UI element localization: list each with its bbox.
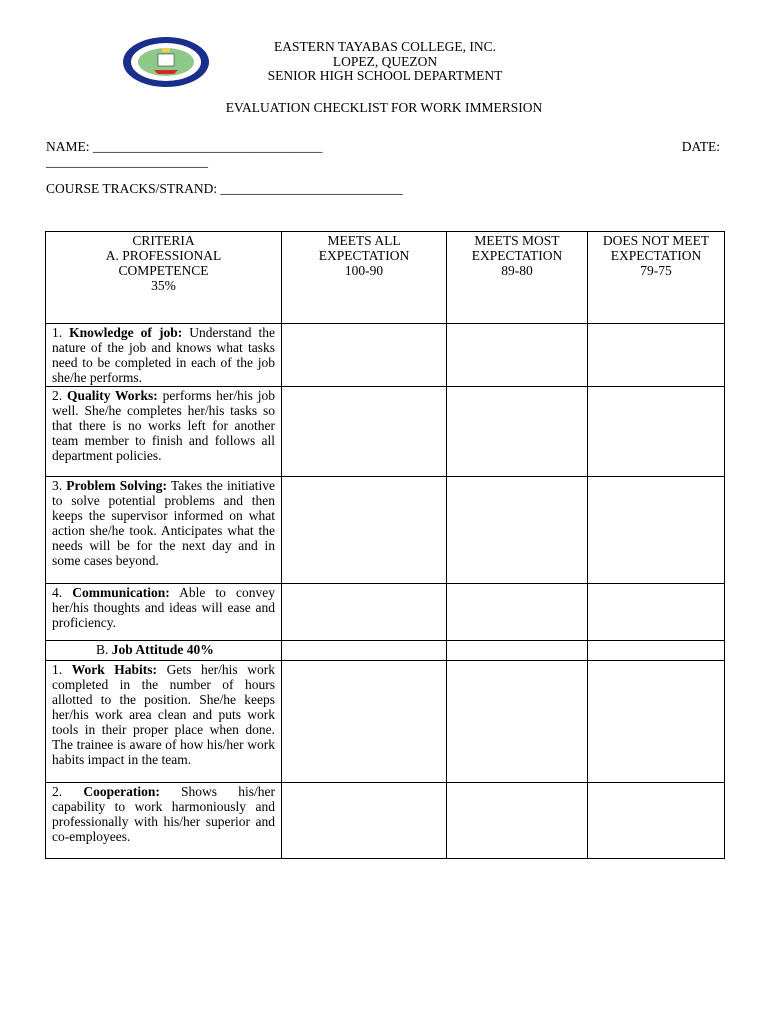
criteria-cell (46, 324, 282, 387)
rating-does-not-meet-cell (588, 641, 725, 661)
table-row (46, 477, 725, 584)
criteria-title: Problem Solving: (66, 478, 167, 493)
criteria-num: 3. (52, 478, 63, 493)
rating-meets-most-cell[interactable] (447, 783, 588, 859)
header-criteria-line: A. PROFESSIONAL (105, 248, 222, 263)
form-title: EVALUATION CHECKLIST FOR WORK IMMERSION (225, 100, 543, 115)
header-meets-most-line: EXPECTATION (471, 248, 563, 263)
criteria-num: 1. (52, 662, 63, 677)
table-row (46, 661, 725, 783)
rating-meets-all-cell (282, 641, 447, 661)
section-b-row (46, 641, 725, 661)
header-meets-all-line: EXPECTATION (318, 248, 410, 263)
header-meets-most (447, 232, 588, 324)
rating-meets-all-cell[interactable] (282, 584, 447, 641)
date-field[interactable]: ________________________ (46, 154, 208, 169)
rating-meets-most-cell[interactable] (447, 324, 588, 387)
table-row (46, 584, 725, 641)
header-criteria-line: COMPETENCE (118, 263, 209, 278)
rating-meets-most-cell (447, 641, 588, 661)
criteria-title: Work Habits: (71, 662, 158, 677)
school-department: SENIOR HIGH SCHOOL DEPARTMENT (267, 68, 503, 83)
criteria-num: 2. (52, 388, 63, 403)
header-criteria (46, 232, 282, 324)
school-logo (122, 36, 210, 88)
criteria-text: Takes the initiative to solve potential problems and then keeps the supervisor informed on what action she/he took. Anticipates what the needs will be for the next day and in some cases beyond. (52, 478, 275, 568)
criteria-text: Shows his/her capability to work harmoniously and professionally with his/her superior and co-employees. (52, 784, 275, 844)
rating-does-not-meet-cell[interactable] (588, 477, 725, 584)
criteria-title: Communication: (72, 585, 170, 600)
table-row (46, 387, 725, 477)
table-row (46, 324, 725, 387)
rating-meets-all-cell[interactable] (282, 324, 447, 387)
rating-does-not-meet-cell[interactable] (588, 387, 725, 477)
header-meets-most-line: 89-80 (501, 263, 533, 278)
criteria-cell (46, 584, 282, 641)
criteria-text: Able to convey her/his thoughts and ideas will ease and proficiency. (52, 585, 276, 630)
date-label: DATE: (681, 139, 720, 154)
rating-meets-most-cell[interactable] (447, 477, 588, 584)
criteria-cell (46, 477, 282, 584)
header-does-not-meet-line: EXPECTATION (610, 248, 702, 263)
header-meets-all-line: 100-90 (344, 263, 384, 278)
header-criteria-line: CRITERIA (132, 233, 195, 248)
rating-meets-most-cell[interactable] (447, 661, 588, 783)
criteria-cell (46, 783, 282, 859)
criteria-text: Gets her/his work completed in the number of hours allotted to the position. She/he keeps her/his work area clean and puts work tools in their proper place when done. The trainee is aware of how his/her work habits impact in the team. (52, 662, 276, 767)
course-field[interactable]: COURSE TRACKS/STRAND: ___________________________ (46, 181, 403, 196)
criteria-cell (46, 661, 282, 783)
evaluation-table (45, 231, 725, 859)
header-does-not-meet-line: DOES NOT MEET (602, 233, 710, 248)
criteria-num: 1. (52, 325, 63, 340)
rating-meets-all-cell[interactable] (282, 661, 447, 783)
header-meets-all (282, 232, 447, 324)
rating-meets-most-cell[interactable] (447, 387, 588, 477)
rating-meets-all-cell[interactable] (282, 387, 447, 477)
section-b-prefix: B. (96, 642, 112, 657)
rating-does-not-meet-cell[interactable] (588, 661, 725, 783)
criteria-title: Cooperation: (83, 784, 160, 799)
name-field[interactable]: NAME: __________________________________ (46, 139, 323, 154)
school-header (230, 40, 540, 84)
header-meets-all-line: MEETS ALL (327, 233, 401, 248)
rating-meets-all-cell[interactable] (282, 477, 447, 584)
criteria-num: 4. (52, 585, 63, 600)
criteria-text: performs her/his job well. She/he completes her/his tasks so that there is no works left for another team member to finish and follows all department policies. (52, 388, 275, 463)
rating-meets-most-cell[interactable] (447, 584, 588, 641)
rating-does-not-meet-cell[interactable] (588, 783, 725, 859)
header-meets-most-line: MEETS MOST (474, 233, 560, 248)
rating-does-not-meet-cell[interactable] (588, 324, 725, 387)
rating-meets-all-cell[interactable] (282, 783, 447, 859)
header-criteria-line: 35% (151, 278, 176, 293)
section-b-title: Job Attitude 40% (111, 642, 214, 657)
criteria-title: Knowledge of job: (69, 325, 183, 340)
table-row (46, 783, 725, 859)
header-does-not-meet (588, 232, 725, 324)
school-name: EASTERN TAYABAS COLLEGE, INC. (273, 39, 497, 54)
criteria-title: Quality Works: (66, 388, 158, 403)
rating-does-not-meet-cell[interactable] (588, 584, 725, 641)
school-location: LOPEZ, QUEZON (332, 53, 438, 69)
section-b-heading (46, 641, 282, 661)
table-header-row (46, 232, 725, 324)
criteria-num: 2. (52, 784, 63, 799)
criteria-cell (46, 387, 282, 477)
header-does-not-meet-line: 79-75 (640, 263, 672, 278)
criteria-text: Understand the nature of the job and knows what tasks need to be completed in each of the job she/he performs. (52, 325, 276, 385)
